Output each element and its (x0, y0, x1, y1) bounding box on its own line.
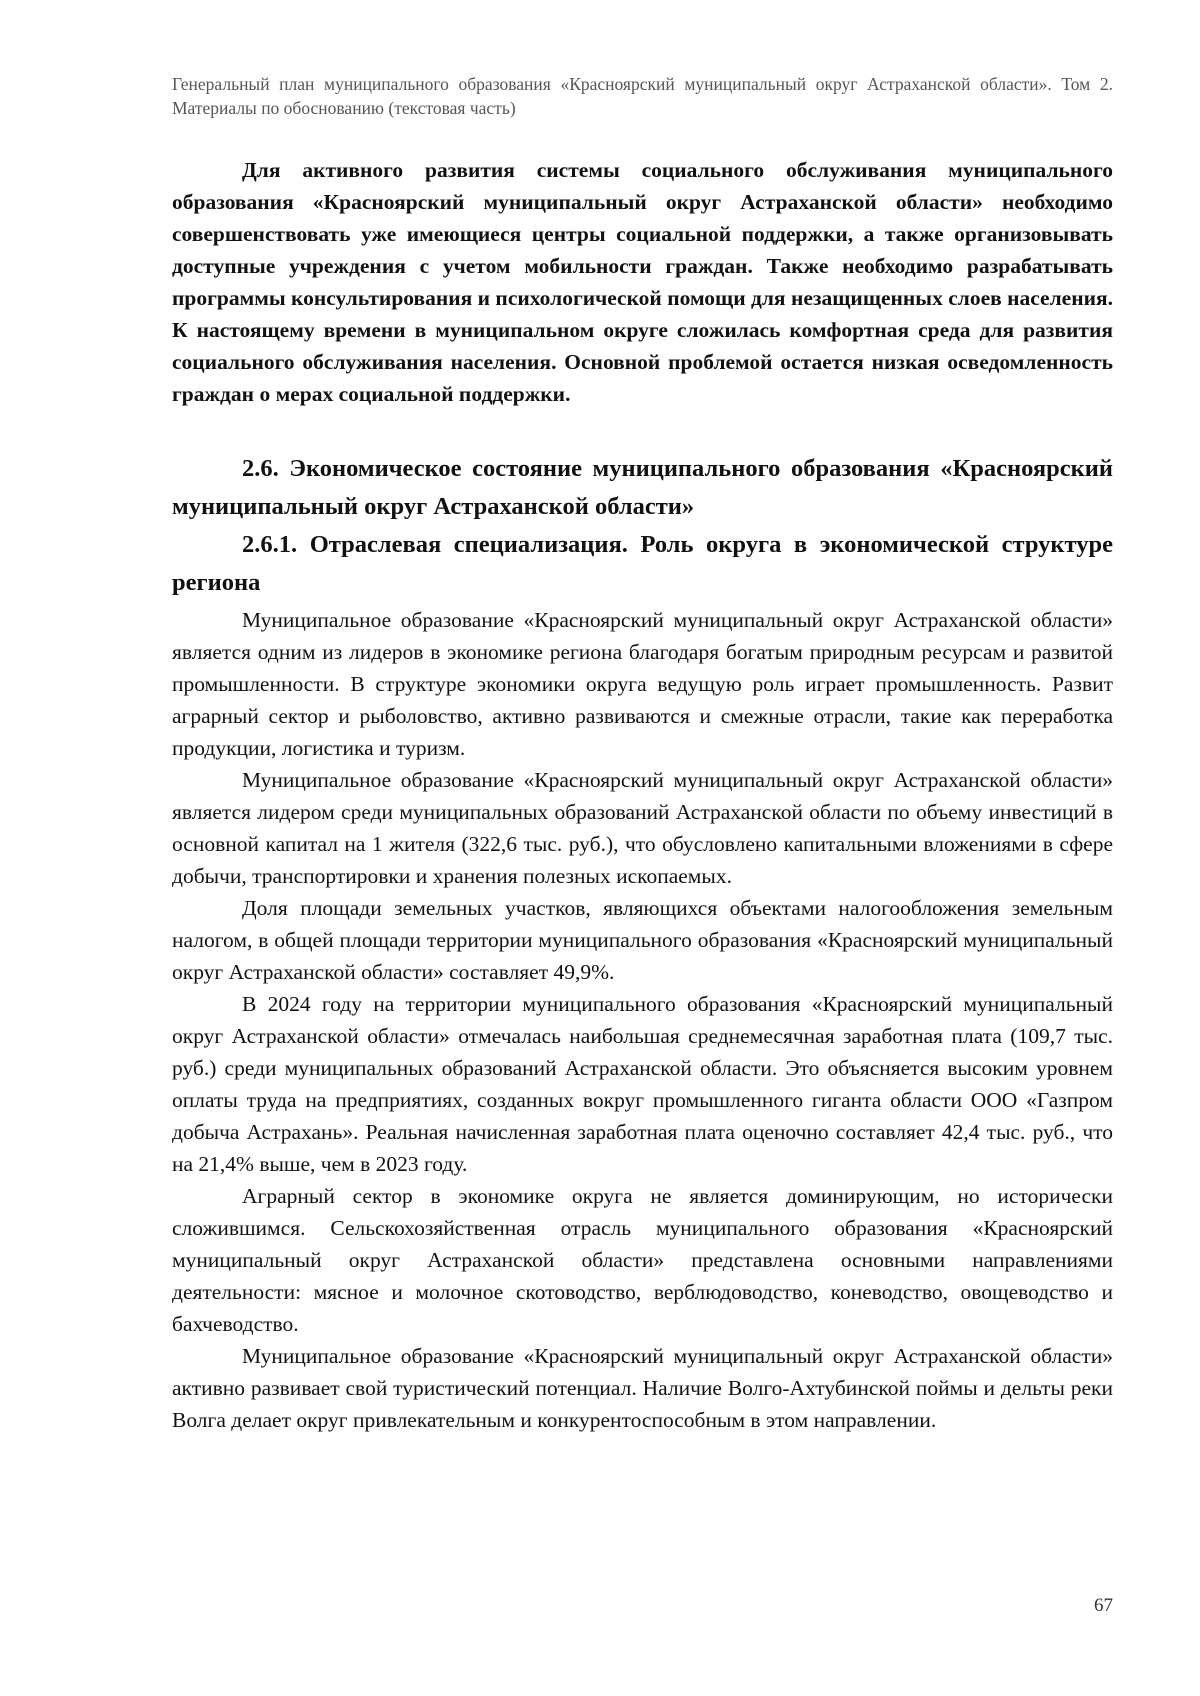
body-paragraph: Муниципальное образование «Красноярский муниципальный округ Астраханской области» является одним из лидеров в экономике региона благодаря богатым природным ресурсам и развитой промышленности. В структуре экономики округа ведущую роль играет промышленность. Развит аграрный сектор и рыболовство, активно развиваются и смежные отрасли, такие как переработка продукции, логистика и туризм. (172, 608, 1113, 760)
body-paragraph: В 2024 году на территории муниципального образования «Красноярский муниципальный округ Астраханской области» отмечалась наибольшая среднемесячная заработная плата (109,7 тыс. руб.) среди муниципальных образований Астраханской области. Это объясняется высоким уровнем оплаты труда на предприятиях, созданных вокруг промышленного гиганта области ООО «Газпром добыча Астрахань». Реальная начисленная заработная плата оценочно составляет 42,4 тыс. руб., что на 21,4% выше, чем в 2023 году. (172, 992, 1113, 1176)
subsection-heading: 2.6.1. Отраслевая специализация. Роль округа в экономической структуре региона (172, 531, 1113, 596)
document-page (172, 72, 1113, 1436)
social-services-summary: Для активного развития системы социального обслуживания муниципального образования «Красноярский муниципальный округ Астраханской области» необходимо совершенствовать уже имеющиеся центры социальной поддержки, а также организовывать доступные учреждения с учетом мобильности граждан. Также необходимо разрабатывать программы консультирования и психологической помощи для незащищенных слоев населения. К настоящему времени в муниципальном округе сложилась комфортная среда для развития социального обслуживания населения. Основной проблемой остается низкая осведомленность граждан о мерах социальной поддержки. (172, 158, 1113, 406)
section-heading: 2.6. Экономическое состояние муниципального образования «Красноярский муниципальный округ Астраханской области» (172, 455, 1113, 520)
body-paragraph: Муниципальное образование «Красноярский муниципальный округ Астраханской области» является лидером среди муниципальных образований Астраханской области по объему инвестиций в основной капитал на 1 жителя (322,6 тыс. руб.), что обусловлено капитальными вложениями в сфере добычи, транспортировки и хранения полезных ископаемых. (172, 768, 1113, 888)
body-paragraph: Муниципальное образование «Красноярский муниципальный округ Астраханской области» активно развивает свой туристический потенциал. Наличие Волго-Ахтубинской поймы и дельты реки Волга делает округ привлекательным и конкурентоспособным в этом направлении. (172, 1344, 1113, 1432)
page-number: 67 (1094, 1595, 1113, 1616)
body-paragraph: Аграрный сектор в экономике округа не является доминирующим, но исторически сложившимся. Сельскохозяйственная отрасль муниципального образования «Красноярский муниципальный округ Астраханской области» представлена основными направлениями деятельности: мясное и молочное скотоводство, верблюдоводство, коневодство, овощеводство и бахчеводство. (172, 1184, 1113, 1336)
body-paragraph: Доля площади земельных участков, являющихся объектами налогообложения земельным налогом, в общей площади территории муниципального образования «Красноярский муниципальный округ Астраханской области» составляет 49,9%. (172, 896, 1113, 984)
running-header: Генеральный план муниципального образования «Красноярский муниципальный округ Астраханской области». Том 2. Материалы по обоснованию (текстовая часть) (172, 74, 1113, 118)
